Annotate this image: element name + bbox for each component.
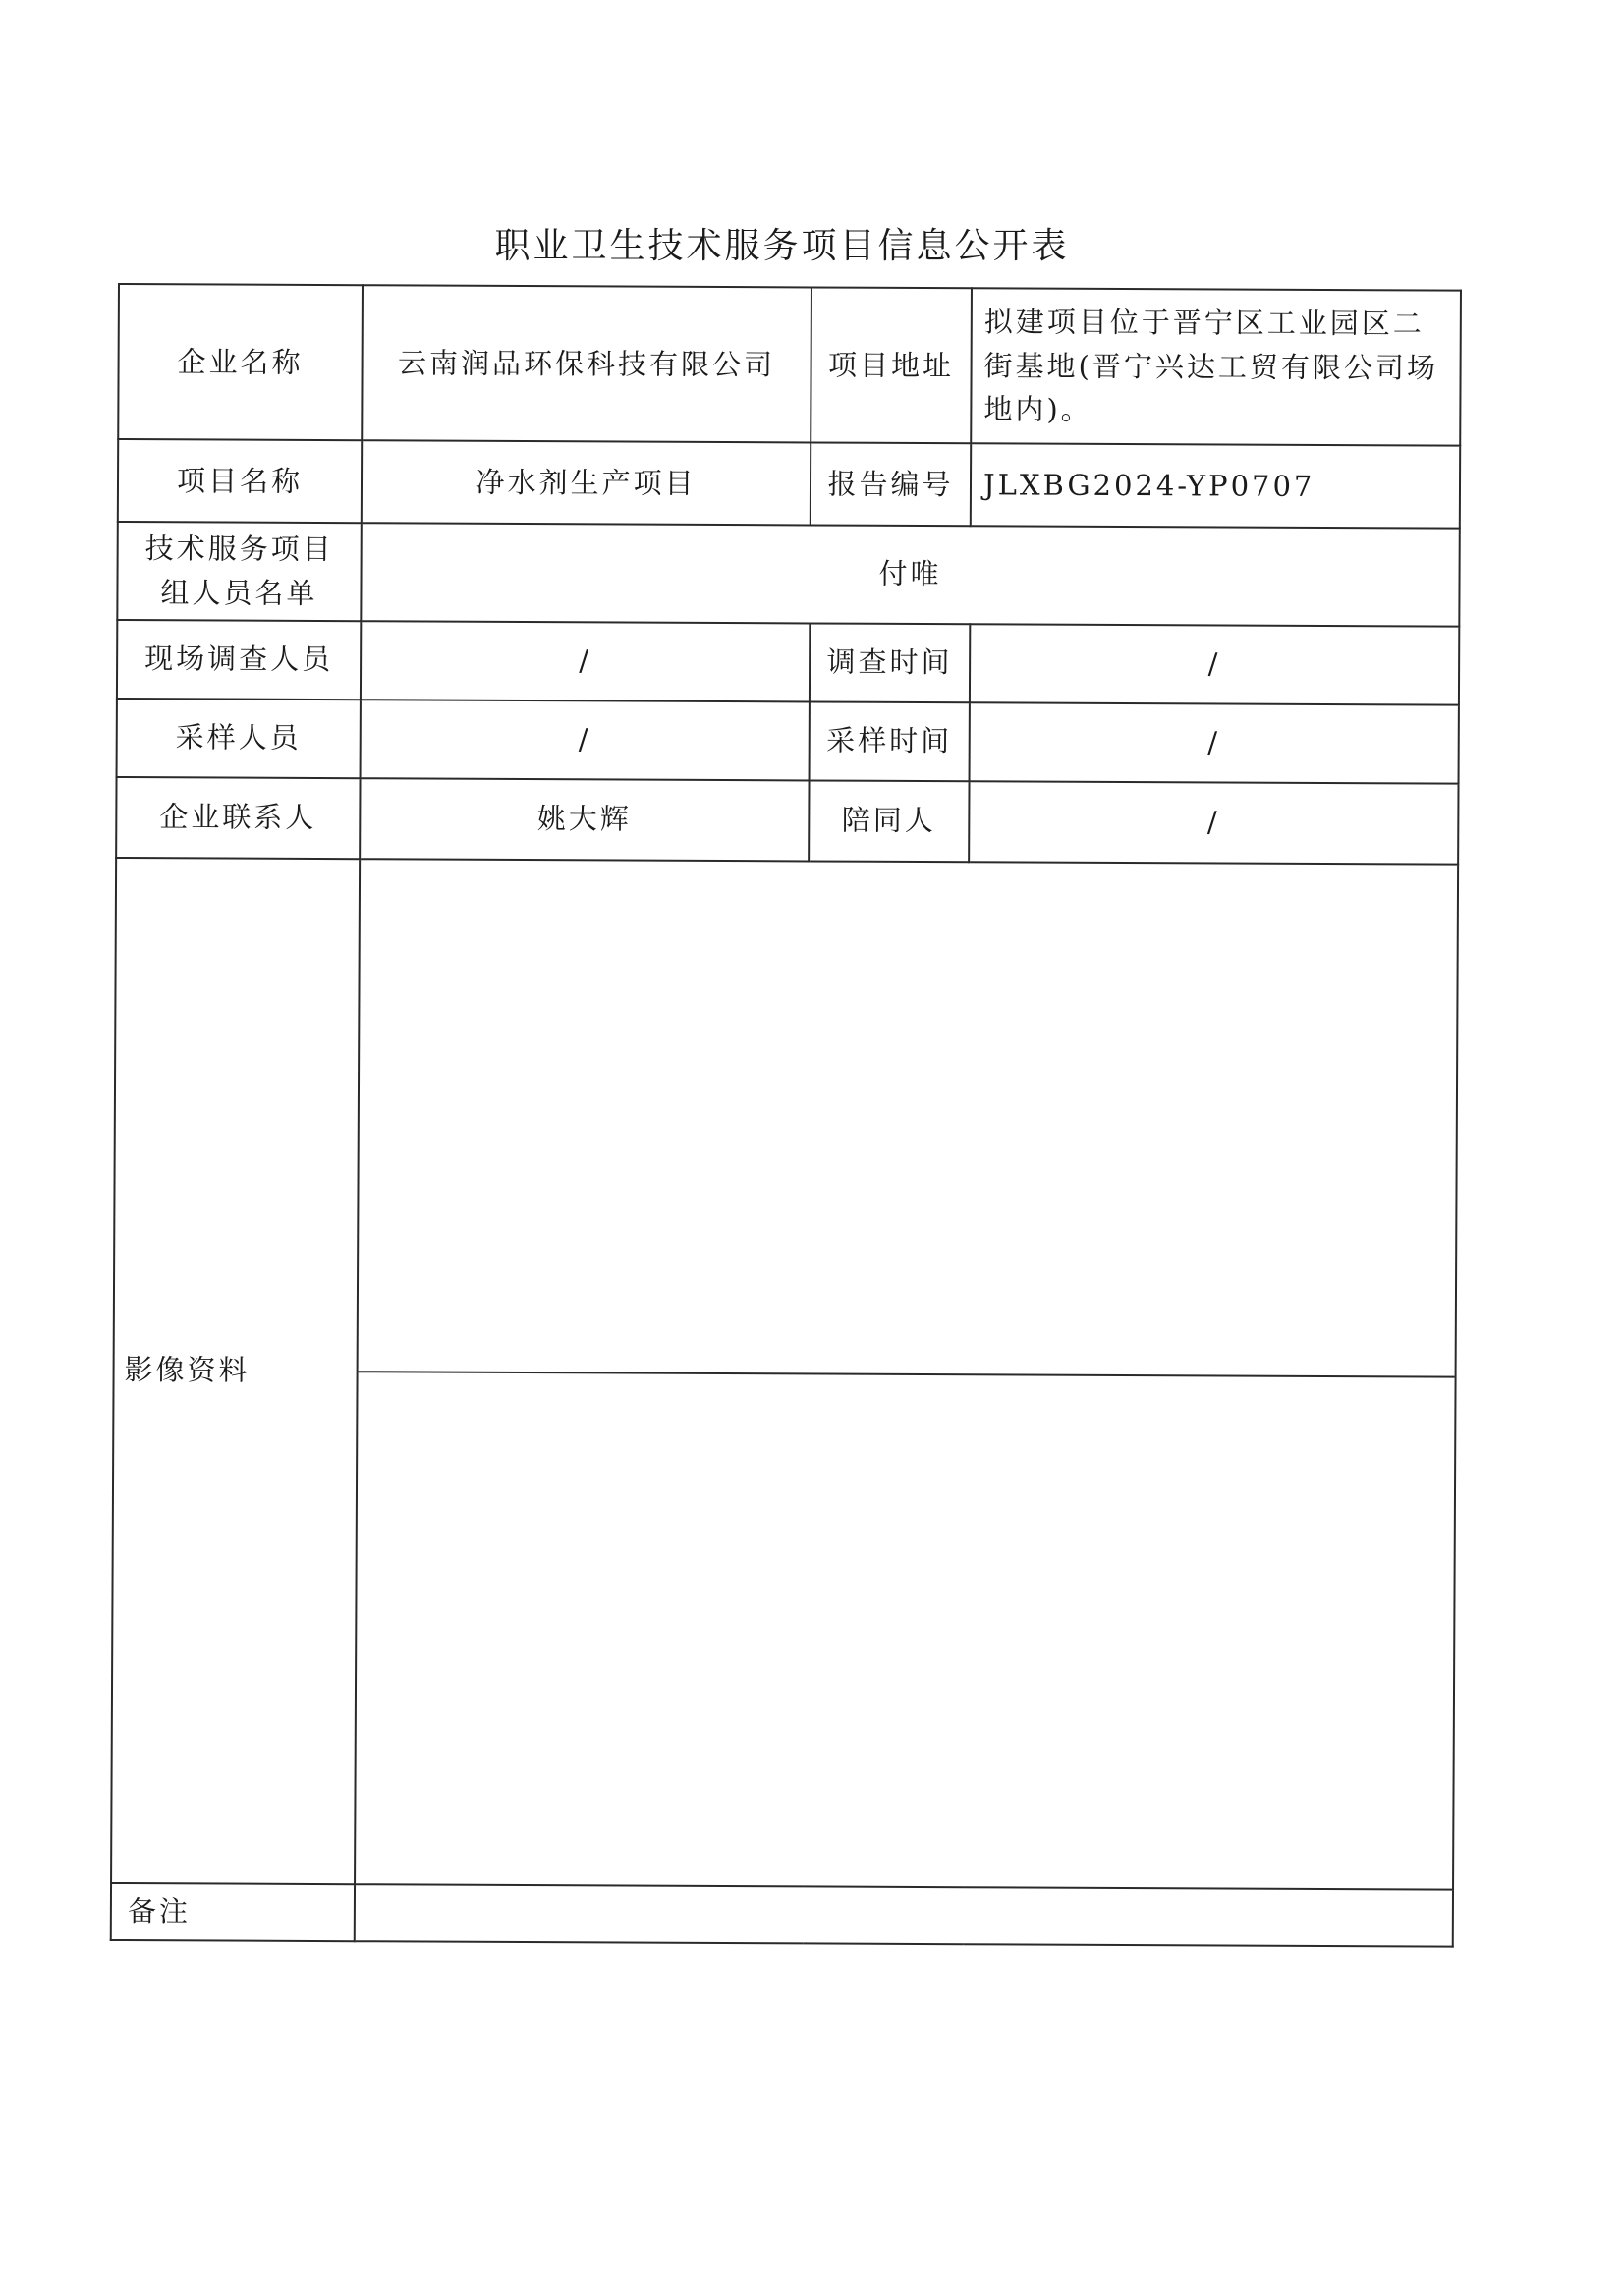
row-survey <box>117 620 1459 705</box>
sampling-staff-label: 采样人员 <box>117 699 361 778</box>
row-company <box>118 284 1461 446</box>
notes-value <box>355 1884 1453 1946</box>
team-label: 技术服务项目组人员名单 <box>117 522 361 621</box>
sampling-staff-value: / <box>361 700 810 780</box>
row-sampling <box>117 699 1459 784</box>
row-images <box>111 858 1458 1890</box>
images-label: 影像资料 <box>111 858 360 1884</box>
survey-staff-value: / <box>361 621 810 701</box>
report-number-value: JLXBG2024-YP0707 <box>971 443 1460 528</box>
survey-time-label: 调查时间 <box>810 623 970 702</box>
company-name-label: 企业名称 <box>118 284 363 440</box>
contact-label: 企业联系人 <box>116 777 360 859</box>
company-name-value: 云南润品环保科技有限公司 <box>362 285 812 442</box>
survey-time-value: / <box>970 624 1459 704</box>
row-team <box>117 522 1459 627</box>
project-address-value: 拟建项目位于晋宁区工业园区二街基地(晋宁兴达工贸有限公司场地内)。 <box>971 288 1461 445</box>
row-project <box>118 439 1460 529</box>
sampling-time-label: 采样时间 <box>810 701 970 781</box>
photo-slot-1 <box>359 860 1458 1375</box>
notes-label: 备注 <box>111 1883 355 1941</box>
row-notes <box>111 1883 1453 1947</box>
sampling-time-value: / <box>970 702 1459 783</box>
report-number-label: 报告编号 <box>811 442 971 526</box>
project-name-label: 项目名称 <box>118 439 362 523</box>
page-title: 职业卫生技术服务项目信息公开表 <box>494 226 1070 266</box>
images-area <box>355 859 1458 1889</box>
photo-slot-2 <box>356 1371 1455 1888</box>
escort-label: 陪同人 <box>809 780 969 862</box>
team-members-value: 付唯 <box>361 523 1459 626</box>
photo-box <box>356 860 1457 1888</box>
project-name-value: 净水剂生产项目 <box>362 440 811 525</box>
project-address-label: 项目地址 <box>811 287 972 443</box>
survey-staff-label: 现场调查人员 <box>117 620 361 700</box>
escort-value: / <box>969 781 1458 864</box>
row-contact <box>116 777 1458 865</box>
info-table <box>110 283 1462 1948</box>
contact-value: 姚大辉 <box>360 778 809 861</box>
info-form <box>110 283 1460 1950</box>
